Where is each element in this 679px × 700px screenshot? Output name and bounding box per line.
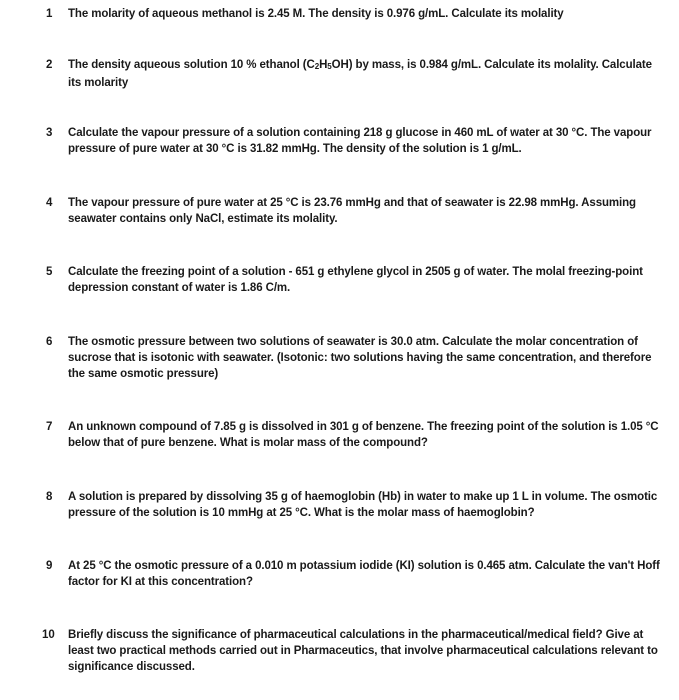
question-text: The molarity of aqueous methanol is 2.45 M. The density is 0.976 g/mL. Calculate its molality	[68, 8, 564, 20]
question-text: At 25 °C the osmotic pressure of a 0.010 m potassium iodide (KI) solution is 0.465 atm. Calculate the van't Hoff factor for KI at this concentration?	[68, 560, 660, 588]
question-text-part: The density aqueous solution 10 % ethanol (C	[68, 59, 315, 71]
question-number: 9	[46, 560, 53, 572]
question-number: 2	[46, 59, 53, 71]
question-text: Calculate the freezing point of a solution - 651 g ethylene glycol in 2505 g of water. The molal freezing-point depression constant of water is 1.86 C/m.	[68, 266, 643, 294]
subscript: 5	[327, 62, 332, 71]
question-text-part: OH) by mass, is 0.984 g/mL. Calculate its molality. Calculate its molarity	[68, 59, 652, 89]
question-text-part: H	[319, 59, 328, 71]
question-number: 4	[46, 197, 53, 209]
question-number: 6	[46, 336, 53, 348]
question-number: 5	[46, 266, 53, 278]
subscript: 2	[314, 62, 320, 71]
question-number: 7	[46, 421, 53, 433]
question-text: A solution is prepared by dissolving 35 g of haemoglobin (Hb) in water to make up 1 L in volume. The osmotic pressure of the solution is 10 mmHg at 25 °C. What is the molar mass of haemoglobin?	[68, 491, 658, 519]
question-number: 1	[46, 8, 53, 20]
question-number: 8	[46, 491, 53, 503]
question-text: The vapour pressure of pure water at 25 °C is 23.76 mmHg and that of seawater is 22.98 mmHg. Assuming seawater contains only NaCl, estimate its molality.	[68, 197, 636, 225]
question-text	[68, 57, 668, 91]
question-number: 10	[42, 629, 55, 641]
question-number: 3	[46, 127, 53, 139]
question-text: The osmotic pressure between two solutions of seawater is 30.0 atm. Calculate the molar concentration of sucrose that is isotonic with seawater. (Isotonic: two solutions having the same concentration, and therefore the same osmotic pressure)	[68, 336, 652, 380]
question-text: Briefly discuss the significance of pharmaceutical calculations in the pharmaceutical/medical field? Give at least two practical methods carried out in Pharmaceutics, that involve pharmaceutical calculations relevant to significance discussed.	[68, 629, 658, 673]
question-text: Calculate the vapour pressure of a solution containing 218 g glucose in 460 mL of water at 30 °C. The vapour pressure of pure water at 30 °C is 31.82 mmHg. The density of the solution is 1 g/mL.	[68, 127, 652, 155]
question-text: An unknown compound of 7.85 g is dissolved in 301 g of benzene. The freezing point of the solution is 1.05 °C below that of pure benzene. What is molar mass of the compound?	[68, 421, 659, 449]
